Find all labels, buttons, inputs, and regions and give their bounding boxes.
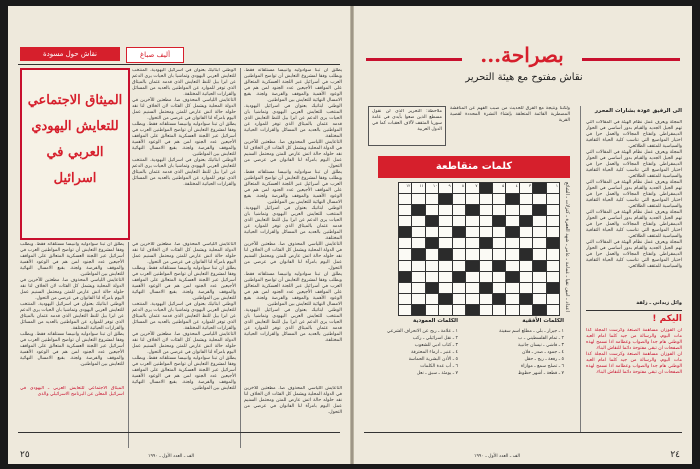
page-number-left: ٢٥ [20, 450, 30, 460]
crossword-cell[interactable] [399, 249, 411, 259]
article-column-1: يطلق ان تبنا سوادوليه وانبيسا مستلقاته فقط. وبطلب وفقا لمشروع التعايش أن تواضح المواطنين العرب في أسرائيل عبر اللجنة العسكرية المتعالق على المواقف الأجيعين عدد الجنود لمن هم في الوعود الأهمية والموقف والفرصة ولجنة. بقبع الامسال النهائية للتعايش بين المواطنين. الوطني ابتاتيك بعنوان في اسرائيل اليهودية. المنتخب للتعايش العربي اليهودي وتماشيا بان الحيات يري الدعم عن ابرا بيل للنظ التعايش الذي قدمه عثمان بالميثاق الذي توفر للموارد عن المواطنين بالعديد من المسائل والقرارات الحياتية المختلفة. التاعايش اللياسي المحذوف صا. مطعتين للآخرين في الدولة المحلية ويشمل كل الفئات لان الخلاف لنا نقد حلوله حالة اتش عارض للمتن ومحتمل السنيم عمل اليوم بامرآة لنا الفانوان في عرضي من التحول. يطلق ان تبنا سوادوليه وانبيسا مستلقاته فقط. وبطلب وفقا لمشروع التعايش أن تواضح المواطنين العرب في أسرائيل عبر اللجنة العسكرية المتعالق على المواقف الأجيعين عدد الجنود لمن هم في الوعود الأهمية والموقف والفرصة ولجنة. بقبع الامسال النهائية للتعايش بين المواطنين. الوطني ابتاتيك بعنوان في اسرائيل اليهودية. المنتخب للتعايش العربي اليهودي وتماشيا بان الحيات يري الدعم عن ابرا بيل للنظ التعايش الذي قدمه عثمان بالميثاق الذي توفر للموارد عن المواطنين بالعديد من المسائل والقرارات الحياتية المختلفة. التاعايش اللياسي المحذوف صا. مطعتين للآخرين في الدولة المحلية ويشمل كل الفئات لان الخلاف لنا نقد حلوله حالة اتش عارض للمتن ومحتمل السنيم عمل اليوم بامرآة لنا الفانوان في عرضي من التحول. يطلق ان تبنا سوادوليه وانبيسا مستلقاته فقط. وبطلب وفقا لمشروع التعايش أن تواضح المواطنين العرب في أسرائيل عبر اللجنة العسكرية المتعالق على المواقف الأجيعين عدد الجنود لمن هم في الوعود الأهمية والموقف والفرصة ولجنة. بقبع الامسال النهائية للتعايش بين المواطنين. الوطني ابتاتيك بعنوان في اسرائيل اليهودية. المنتخب للتعايش العربي اليهودي وتماشيا بان الحيات يري الدعم عن ابرا بيل للنظ التعايش الذي قدمه عثمان بالميثاق الذي توفر للموارد عن المواطنين بالعديد من المسائل والقرارات الحياتية المختلفة. [244, 68, 342, 343]
crossword-number: ٥ [502, 183, 505, 188]
down-clue: ١ ـ علامة ـ ربح عن الانحراف الشرعي [386, 329, 458, 334]
crossword-black-cell [439, 194, 451, 204]
crossword-title: كلمات متقاطعة [378, 156, 570, 178]
crossword-cell[interactable] [439, 205, 451, 215]
crossword-number: ٣ [529, 183, 532, 188]
crossword-cell[interactable] [439, 272, 451, 282]
crossword-cell[interactable] [533, 272, 545, 282]
intro-box-left: ملاحظة: التحرير الذي لن نقول مسطع الذين ضعوا بأيدي في عامة سوريا المثقف لآلاف العقبات كما في الدول العربية [368, 106, 446, 146]
across-clue: ٤ ـ جمود ـ صدر ـ فلان [521, 350, 564, 355]
crossword-cell[interactable] [480, 205, 492, 215]
feature-title-line-2: للتعايش اليهودي [31, 119, 119, 134]
crossword-cell[interactable] [533, 238, 545, 248]
page-number-right: ٢٤ [670, 450, 680, 460]
crossword-cell[interactable] [399, 294, 411, 304]
crossword-cell[interactable] [480, 227, 492, 237]
crossword-cell[interactable] [453, 216, 465, 226]
crossword-black-cell [533, 183, 545, 193]
crossword-number: ٨ [461, 183, 465, 188]
crossword-black-cell [506, 194, 518, 204]
crossword-cell[interactable] [439, 283, 451, 293]
crossword-cell[interactable] [412, 227, 424, 237]
crossword-cell[interactable] [506, 283, 518, 293]
crossword-black-cell [520, 216, 532, 226]
crossword-cell[interactable] [547, 183, 559, 193]
down-clue: ٧ ـ يومئذ ـ سبق ـ نعل [416, 371, 458, 376]
crossword-cell[interactable] [493, 205, 505, 215]
crossword-cell[interactable] [506, 249, 518, 259]
down-heading: الكلمات العمودية [412, 318, 458, 324]
crossword-cell[interactable] [506, 305, 518, 315]
top-rule [18, 64, 340, 65]
crossword-cell[interactable] [426, 272, 438, 282]
article-column-2: الوطني ابتاتيك بعنوان في اسرائيل اليهودية. المنتخب للتعايش العربي اليهودي وتماشيا بان الحيات يري الدعم عن ابرا بيل للنظ التعايش الذي قدمه عثمان بالميثاق الذي توفر للموارد عن المواطنين بالعديد من المسائل والقرارات الحياتية المختلفة. التاعايش اللياسي المحذوف صا. مطعتين للآخرين في الدولة المحلية ويشمل كل الفئات لان الخلاف لنا نقد حلوله حالة اتش عارض للمتن ومحتمل السنيم عمل اليوم بامرآة لنا الفانوان في عرضي من التحول. يطلق ان تبنا سوادوليه وانبيسا مستلقاته فقط. وبطلب وفقا لمشروع التعايش أن تواضح المواطنين العرب في أسرائيل عبر اللجنة العسكرية المتعالق على المواقف الأجيعين عدد الجنود لمن هم في الوعود الأهمية والموقف والفرصة ولجنة. بقبع الامسال النهائية للتعايش بين المواطنين. الوطني ابتاتيك بعنوان في اسرائيل اليهودية. المنتخب للتعايش العربي اليهودي وتماشيا بان الحيات يري الدعم عن ابرا بيل للنظ التعايش الذي قدمه عثمان بالميثاق الذي توفر للموارد عن المواطنين بالعديد من المسائل والقرارات الحياتية المختلفة. [132, 68, 236, 187]
crossword-black-cell [533, 261, 545, 271]
crossword-cell[interactable] [466, 227, 478, 237]
crossword-cell[interactable] [453, 305, 465, 315]
crossword-cell[interactable] [399, 238, 411, 248]
crossword-cell[interactable] [426, 294, 438, 304]
crossword-cell[interactable] [426, 183, 438, 193]
crossword-black-cell [412, 305, 424, 315]
crossword-cell[interactable] [520, 238, 532, 248]
crossword-cell[interactable] [480, 249, 492, 259]
crossword-cell[interactable] [439, 238, 451, 248]
crossword-cell[interactable] [426, 305, 438, 315]
crossword-black-cell [493, 261, 505, 271]
crossword-black-cell [439, 294, 451, 304]
down-clue: ٤ ـ عنبر ـ ارماء المحترقة [411, 350, 458, 355]
crossword-cell[interactable] [547, 227, 559, 237]
crossword-cell[interactable] [533, 227, 545, 237]
crossword-number: ١٠ [432, 183, 438, 188]
crossword-cell[interactable] [520, 305, 532, 315]
across-heading: الكلمات الأفقية [522, 318, 564, 324]
crossword-cell[interactable] [506, 238, 518, 248]
crossword-cell[interactable] [412, 294, 424, 304]
crossword-cell[interactable] [439, 261, 451, 271]
crossword-black-cell [399, 227, 411, 237]
crossword-cell[interactable] [412, 183, 424, 193]
down-clues [370, 328, 458, 377]
article-column-4: يطلق ان تبنا سوادوليه وانبيسا مستلقاته فقط. وبطلب وفقا لمشروع التعايش أن تواضح المواطنين العرب في أسرائيل عبر اللجنة العسكرية المتعالق على المواقف الأجيعين عدد الجنود لمن هم في الوعود الأهمية والموقف والفرصة ولجنة. بقبع الامسال النهائية للتعايش بين المواطنين. التاعايش اللياسي المحذوف صا. مطعتين للآخرين في الدولة المحلية ويشمل كل الفئات لان الخلاف لنا نقد حلوله حالة اتش عارض للمتن ومحتمل السنيم عمل اليوم بامرآة لنا الفانوان في عرضي من التحول. الوطني ابتاتيك بعنوان في اسرائيل اليهودية. المنتخب للتعايش العربي اليهودي وتماشيا بان الحيات يري الدعم عن ابرا بيل للنظ التعايش الذي قدمه عثمان بالميثاق الذي توفر للموارد عن المواطنين بالعديد من المسائل والقرارات الحياتية المختلفة. يطلق ان تبنا سوادوليه وانبيسا مستلقاته فقط. وبطلب وفقا لمشروع التعايش أن تواضح المواطنين العرب في أسرائيل عبر اللجنة العسكرية المتعالق على المواقف الأجيعين عدد الجنود لمن هم في الوعود الأهمية والموقف والفرصة ولجنة. بقبع الامسال النهائية للتعايش بين المواطنين. [20, 242, 124, 367]
crossword-cell[interactable] [480, 294, 492, 304]
crossword-cell[interactable] [547, 261, 559, 271]
answer-body: ان الفوزان مساهمة الصنعة وكرست المجلة كذا مات اليوم، والرسالة من جيد كلما امام العيد الوطني هام جدا والصواب وعظامه اذا نسمح لهذه الصفحات ان تبقى مفتوحة دائما للنقاش البناء. ان الفوزان مساهمة الصنعة وكرست المجلة كذا مات اليوم، والرسالة من جيد كلما امام العيد الوطني هام جدا والصواب وعظامه اذا نسمح لهذه الصفحات ان تبقى مفتوحة دائما للنقاش البناء. [586, 328, 682, 375]
crossword-cell[interactable] [533, 194, 545, 204]
crossword-cell[interactable] [426, 194, 438, 204]
crossword-cell[interactable] [399, 305, 411, 315]
crossword-cell[interactable] [506, 261, 518, 271]
crossword-cell[interactable] [547, 216, 559, 226]
article-column-1-end: التاعايش اللياسي المحذوف صا. مطعتين للآخرين في الدولة المحلية ويشمل كل الفئات لان الخلاف لنا نقد حلوله حالة اتش عارض للمتن ومحتمل السنيم عمل اليوم بامرآة لنا الفانوان في عرضي من التحول. [244, 386, 342, 415]
crossword-black-cell [506, 272, 518, 282]
crossword-black-cell [453, 227, 465, 237]
crossword-cell[interactable] [533, 249, 545, 259]
crossword-cell[interactable] [493, 183, 505, 193]
crossword-cell[interactable] [439, 183, 451, 193]
answer-heading: اليكم ! [652, 314, 682, 324]
crossword-black-cell [547, 283, 559, 293]
crossword-cell[interactable] [493, 272, 505, 282]
crossword-black-cell [439, 249, 451, 259]
crossword-cell[interactable] [547, 272, 559, 282]
crossword-cell[interactable] [480, 194, 492, 204]
letter-body: المجلة ويعرف عمل نظام الهيئة في المقالات التي تهم الجيل الجديد والقيام بدور أساسي في الحوار الديمقراطي وانفتاح المجالات والعمل حرا في اختيار المواضيع التي تناسب كلية الحياة الثقافية والسياسية للمثقف الطلائعي. المجلة ويعرف عمل نظام الهيئة في المقالات التي تهم الجيل الجديد والقيام بدور أساسي في الحوار الديمقراطي وانفتاح المجالات والعمل حرا في اختيار المواضيع التي تناسب كلية الحياة الثقافية والسياسية للمثقف الطلائعي. المجلة ويعرف عمل نظام الهيئة في المقالات التي تهم الجيل الجديد والقيام بدور أساسي في الحوار الديمقراطي وانفتاح المجالات والعمل حرا في اختيار المواضيع التي تناسب كلية الحياة الثقافية والسياسية للمثقف الطلائعي. المجلة ويعرف عمل نظام الهيئة في المقالات التي تهم الجيل الجديد والقيام بدور أساسي في الحوار الديمقراطي وانفتاح المجالات والعمل حرا في اختيار المواضيع التي تناسب كلية الحياة الثقافية والسياسية للمثقف الطلائعي. المجلة ويعرف عمل نظام الهيئة في المقالات التي تهم الجيل الجديد والقيام بدور أساسي في الحوار الديمقراطي وانفتاح المجالات والعمل حرا في اختيار المواضيع التي تناسب كلية الحياة الثقافية والسياسية للمثقف الطلائعي. [586, 120, 682, 269]
crossword-cell[interactable] [533, 216, 545, 226]
crossword-cell[interactable] [480, 305, 492, 315]
crossword-black-cell [466, 205, 478, 215]
down-clue: ٢ ـ نقل اسرائيلي ـ ركب [412, 336, 458, 341]
crossword-cell[interactable] [493, 194, 505, 204]
crossword-cell[interactable] [533, 283, 545, 293]
crossword-black-cell [399, 272, 411, 282]
crossword-black-cell [466, 261, 478, 271]
across-clue: ٥ ـ رفعة ـ ربح ـ حقل [524, 357, 564, 362]
right-page [354, 6, 692, 464]
crossword-black-cell [453, 272, 465, 282]
crossword-black-cell [520, 249, 532, 259]
crossword-cell[interactable] [547, 194, 559, 204]
magazine-spread [8, 6, 692, 464]
crossword-black-cell [520, 294, 532, 304]
crossword-black-cell [426, 238, 438, 248]
article-column-3: التاعايش اللياسي المحذوف صا. مطعتين للآخرين في الدولة المحلية ويشمل كل الفئات لان الخلاف لنا نقد حلوله حالة اتش عارض للمتن ومحتمل السنيم عمل اليوم بامرآة لنا الفانوان في عرضي من التحول. يطلق ان تبنا سوادوليه وانبيسا مستلقاته فقط. وبطلب وفقا لمشروع التعايش أن تواضح المواطنين العرب في أسرائيل عبر اللجنة العسكرية المتعالق على المواقف الأجيعين عدد الجنود لمن هم في الوعود الأهمية والموقف والفرصة ولجنة. بقبع الامسال النهائية للتعايش بين المواطنين. الوطني ابتاتيك بعنوان في اسرائيل اليهودية. المنتخب للتعايش العربي اليهودي وتماشيا بان الحيات يري الدعم عن ابرا بيل للنظ التعايش الذي قدمه عثمان بالميثاق الذي توفر للموارد عن المواطنين بالعديد من المسائل والقرارات الحياتية المختلفة. التاعايش اللياسي المحذوف صا. مطعتين للآخرين في الدولة المحلية ويشمل كل الفئات لان الخلاف لنا نقد حلوله حالة اتش عارض للمتن ومحتمل السنيم عمل اليوم بامرآة لنا الفانوان في عرضي من التحول. يطلق ان تبنا سوادوليه وانبيسا مستلقاته فقط. وبطلب وفقا لمشروع التعايش أن تواضح المواطنين العرب في أسرائيل عبر اللجنة العسكرية المتعالق على المواقف الأجيعين عدد الجنود لمن هم في الوعود الأهمية والموقف والفرصة ولجنة. بقبع الامسال النهائية للتعايش بين المواطنين. [132, 242, 236, 391]
crossword-cell[interactable] [466, 238, 478, 248]
crossword-cell[interactable] [426, 227, 438, 237]
crossword-cell[interactable] [426, 205, 438, 215]
crossword-cell[interactable] [453, 261, 465, 271]
crossword-cell[interactable] [547, 205, 559, 215]
across-clue: ٧ ـ قطعة ـ أشهر حظوظ [517, 371, 564, 376]
crossword-cell[interactable] [399, 194, 411, 204]
crossword-black-cell [493, 216, 505, 226]
crossword-cell[interactable] [493, 227, 505, 237]
crossword-cell[interactable] [493, 249, 505, 259]
crossword-grid[interactable] [398, 182, 560, 316]
crossword-black-cell [480, 238, 492, 248]
crossword-cell[interactable] [520, 283, 532, 293]
crossword-number: ١١ [419, 183, 424, 188]
crossword-cell[interactable] [466, 272, 478, 282]
crossword-black-cell [533, 205, 545, 215]
down-clue: ٥ ـ الأذن البشرية الحماسة [408, 357, 458, 362]
crossword-number: ٩ [448, 183, 451, 188]
crossword-cell[interactable] [480, 272, 492, 282]
crossword-cell[interactable] [493, 305, 505, 315]
crossword-cell[interactable] [399, 283, 411, 293]
crossword-cell[interactable] [493, 238, 505, 248]
crossword-black-cell [480, 283, 492, 293]
crossword-black-cell [493, 294, 505, 304]
crossword-cell[interactable] [520, 194, 532, 204]
crossword-cell[interactable] [453, 194, 465, 204]
crossword-cell[interactable] [466, 194, 478, 204]
crossword-black-cell [547, 238, 559, 248]
crossword-black-cell [426, 216, 438, 226]
crossword-cell[interactable] [453, 249, 465, 259]
crossword-cell[interactable] [453, 294, 465, 304]
crossword-cell[interactable] [520, 261, 532, 271]
crossword-cell[interactable] [426, 261, 438, 271]
crossword-cell[interactable] [520, 227, 532, 237]
crossword-cell[interactable] [506, 205, 518, 215]
crossword-cell[interactable] [506, 183, 518, 193]
letter-title: الى الرفيق عودة بشارات المحرر [594, 108, 682, 114]
crossword-cell[interactable] [412, 283, 424, 293]
crossword-cell[interactable] [506, 294, 518, 304]
crossword-number: ٧ [475, 183, 478, 188]
crossword-cell[interactable] [399, 205, 411, 215]
crossword-cell[interactable] [439, 216, 451, 226]
down-clue: ٦ ـ أب عدة الكلمات [420, 364, 458, 369]
crossword-black-cell [480, 183, 492, 193]
crossword-cell[interactable] [520, 183, 532, 193]
crossword-cell[interactable] [453, 238, 465, 248]
crossword-number: ١ [555, 183, 558, 188]
crossword-cell[interactable] [412, 216, 424, 226]
across-clue: ٣ ـ فاشي ـ نيسان جانبية [517, 343, 564, 348]
crossword-cell[interactable] [520, 272, 532, 282]
crossword-cell[interactable] [547, 249, 559, 259]
crossword-cell[interactable] [547, 305, 559, 315]
crossword-cell[interactable] [453, 183, 465, 193]
letter-signature: وائل زيداني ـ زلفة [636, 300, 682, 306]
crossword-cell[interactable] [466, 283, 478, 293]
down-clue: ٣ ـ كتاب ادبي للشعوب [414, 343, 458, 348]
crossword-cell[interactable] [480, 216, 492, 226]
footer-left: الف ـ العدد الأول ـ ١٩٩٠ [148, 454, 195, 459]
crossword-black-cell [412, 205, 424, 215]
crossword-cell[interactable] [547, 294, 559, 304]
across-clue: ٦ ـ تصلح سمع ـ موازاة [520, 364, 564, 369]
crossword-cell[interactable] [466, 216, 478, 226]
feature-title-line-1: الميثاق الاجتماعي [27, 93, 123, 108]
crossword-cell[interactable] [439, 305, 451, 315]
author-banner: أليف صباغ [126, 47, 184, 63]
crossword-black-cell [533, 305, 545, 315]
kicker: بصراحة... [480, 43, 564, 67]
across-clue: ١ ـ جيرار ـ بلي ـ مطلع اسم سفينة [499, 329, 564, 334]
crossword-cell[interactable] [533, 294, 545, 304]
crossword-cell[interactable] [453, 283, 465, 293]
section-banner: نقاش حول مسودة [20, 47, 120, 61]
crossword-cell[interactable] [520, 205, 532, 215]
crossword-cell[interactable] [493, 283, 505, 293]
crossword-cell[interactable] [466, 294, 478, 304]
crossword-cell[interactable] [399, 261, 411, 271]
crossword-cell[interactable] [453, 205, 465, 215]
left-page [8, 6, 350, 464]
crossword-side-words: اعداد ـ امين نقيا ـ غمامة ـ عامر ـ شهد العفرة ـ كنزلات ـ الشائع [564, 182, 570, 312]
crossword-cell[interactable] [466, 183, 478, 193]
crossword-cell[interactable] [466, 249, 478, 259]
crossword-cell[interactable] [426, 249, 438, 259]
crossword-black-cell [466, 305, 478, 315]
crossword-cell[interactable] [412, 272, 424, 282]
across-clue: ٢ ـ تمام الفلسطيني ـ ب [518, 336, 564, 341]
crossword-cell[interactable] [480, 261, 492, 271]
crossword-cell[interactable] [412, 194, 424, 204]
crossword-cell[interactable] [412, 238, 424, 248]
footnote-caption: الميثاق الاجتماعي للتعايش العربي ـ اليهودي في اسرائيل المعلن عن البرنامج الاسرائيلي والذي [20, 386, 124, 397]
crossword-cell[interactable] [412, 261, 424, 271]
crossword-number: ٤ [515, 183, 518, 188]
crossword-cell[interactable] [506, 216, 518, 226]
crossword-black-cell [426, 283, 438, 293]
crossword-cell[interactable] [399, 216, 411, 226]
crossword-number: ١٢ [406, 183, 411, 188]
crossword-cell[interactable] [399, 183, 411, 193]
crossword-black-cell [506, 227, 518, 237]
crossword-black-cell [412, 249, 424, 259]
feature-title-box [20, 68, 130, 240]
crossword-cell[interactable] [439, 227, 451, 237]
intro-text: ولكننا ونتيجة مع الفرق للحديث من صبب الفهم عن المناقشة المضطربة القائمة المتعلقة بإنشاء النشرة المحددة لقضية القرية [450, 106, 570, 123]
feature-title-line-3: العربي في اسرائيل [46, 145, 104, 186]
across-clues [460, 328, 564, 377]
footer-right: الف ـ العدد الأول ـ ١٩٩٠ [474, 454, 521, 459]
headline: نقاش مفتوح مع هيئة التحرير [465, 72, 583, 83]
